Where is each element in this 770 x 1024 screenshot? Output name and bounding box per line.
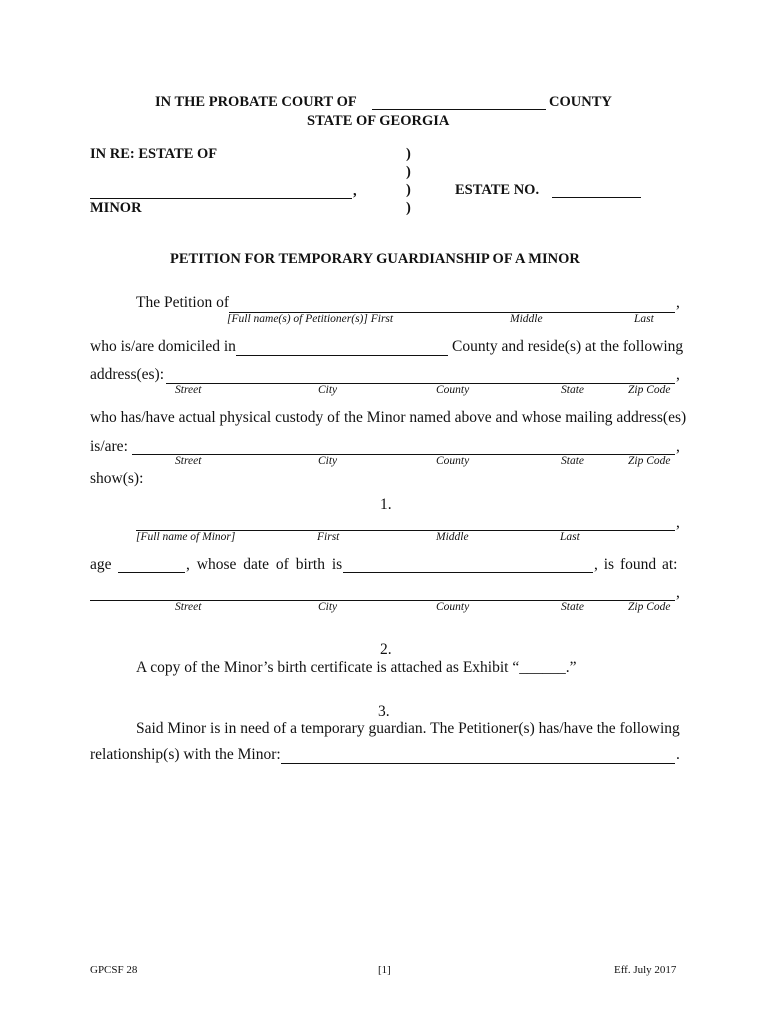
address3-county-caption: County — [436, 601, 470, 613]
custody-text: who has/have actual physical custody of the Minor named above and whose mailing address(es) — [90, 409, 687, 426]
minor-last-caption: Last — [560, 531, 580, 543]
estate-name-blank-line[interactable] — [90, 198, 352, 199]
petitioner-name-comma: , — [676, 294, 680, 311]
exhibit-sentence — [136, 659, 577, 677]
petitioner-full-name-caption: [Full name(s) of Petitioner(s)] First — [227, 313, 394, 325]
address2-street-caption: Street — [175, 455, 202, 467]
section-3-number: 3. — [378, 703, 390, 720]
state-heading: STATE OF GEORGIA — [307, 113, 450, 129]
address1-city-caption: City — [318, 384, 338, 396]
domiciled-label: who is/are domiciled in — [90, 338, 236, 355]
court-heading-prefix: IN THE PROBATE COURT OF — [155, 94, 357, 110]
minor-full-name-caption: [Full name of Minor] — [136, 531, 236, 543]
caption-paren-4: ) — [406, 200, 411, 216]
mailing-address-comma: , — [676, 438, 680, 455]
petition-of-label: The Petition of — [136, 294, 229, 311]
age-blank-line[interactable] — [118, 572, 185, 573]
address3-city-caption: City — [318, 601, 338, 613]
petitioner-address-comma: , — [676, 366, 680, 383]
age-label: age — [90, 556, 112, 573]
petitioner-middle-caption: Middle — [510, 313, 543, 325]
relationship-label: relationship(s) with the Minor: — [90, 746, 281, 763]
petitioner-address-line[interactable] — [166, 383, 675, 384]
minor-label: MINOR — [90, 200, 142, 216]
page-number: [1] — [378, 964, 391, 976]
address3-state-caption: State — [561, 601, 584, 613]
address2-zip-caption: Zip Code — [628, 455, 671, 467]
relationship-blank-line[interactable] — [281, 763, 675, 764]
section-1-number: 1. — [380, 496, 392, 513]
exhibit-text-before: A copy of the Minor’s birth certificate is attached as Exhibit “ — [136, 659, 520, 676]
domiciled-county-line[interactable] — [236, 355, 448, 356]
estate-no-label: ESTATE NO. — [455, 182, 540, 198]
shows-label: show(s): — [90, 470, 144, 487]
minor-middle-caption: Middle — [436, 531, 469, 543]
address1-zip-caption: Zip Code — [628, 384, 671, 396]
minor-first-caption: First — [317, 531, 340, 543]
minor-address-comma: , — [676, 584, 680, 601]
exhibit-text-after: .” — [565, 659, 577, 676]
petitioner-last-caption: Last — [634, 313, 654, 325]
caption-paren-2: ) — [406, 164, 411, 180]
address1-state-caption: State — [561, 384, 584, 396]
address3-street-caption: Street — [175, 601, 202, 613]
minor-name-comma: , — [676, 514, 680, 531]
address2-city-caption: City — [318, 455, 338, 467]
effective-date: Eff. July 2017 — [614, 964, 677, 976]
address1-street-caption: Street — [175, 384, 202, 396]
estate-name-comma: , — [353, 183, 357, 199]
county-blank-line[interactable] — [372, 109, 546, 110]
petition-title: PETITION FOR TEMPORARY GUARDIANSHIP OF A MINOR — [170, 251, 580, 267]
caption-paren-3: ) — [406, 182, 411, 198]
address2-state-caption: State — [561, 455, 584, 467]
address-label: address(es): — [90, 366, 165, 383]
address3-zip-caption: Zip Code — [628, 601, 671, 613]
form-id: GPCSF 28 — [90, 964, 138, 976]
found-at-label: , is found at: — [594, 556, 678, 573]
mailing-address-line[interactable] — [132, 454, 675, 455]
guardian-need-text: Said Minor is in need of a temporary guardian. The Petitioner(s) has/have the following — [136, 720, 680, 737]
address1-county-caption: County — [436, 384, 470, 396]
dob-label: , whose date of birth is — [186, 556, 343, 573]
domiciled-suffix: County and reside(s) at the following — [452, 338, 684, 355]
in-re-label: IN RE: ESTATE OF — [90, 146, 218, 162]
estate-no-blank-line[interactable] — [552, 197, 641, 198]
caption-paren-1: ) — [406, 146, 411, 162]
relationship-period: . — [676, 746, 680, 763]
exhibit-blank[interactable]: ______ — [519, 659, 566, 676]
dob-blank-line[interactable] — [343, 572, 593, 573]
section-2-number: 2. — [380, 641, 392, 658]
isare-label: is/are: — [90, 438, 128, 455]
court-heading-county: COUNTY — [549, 94, 612, 110]
address2-county-caption: County — [436, 455, 470, 467]
